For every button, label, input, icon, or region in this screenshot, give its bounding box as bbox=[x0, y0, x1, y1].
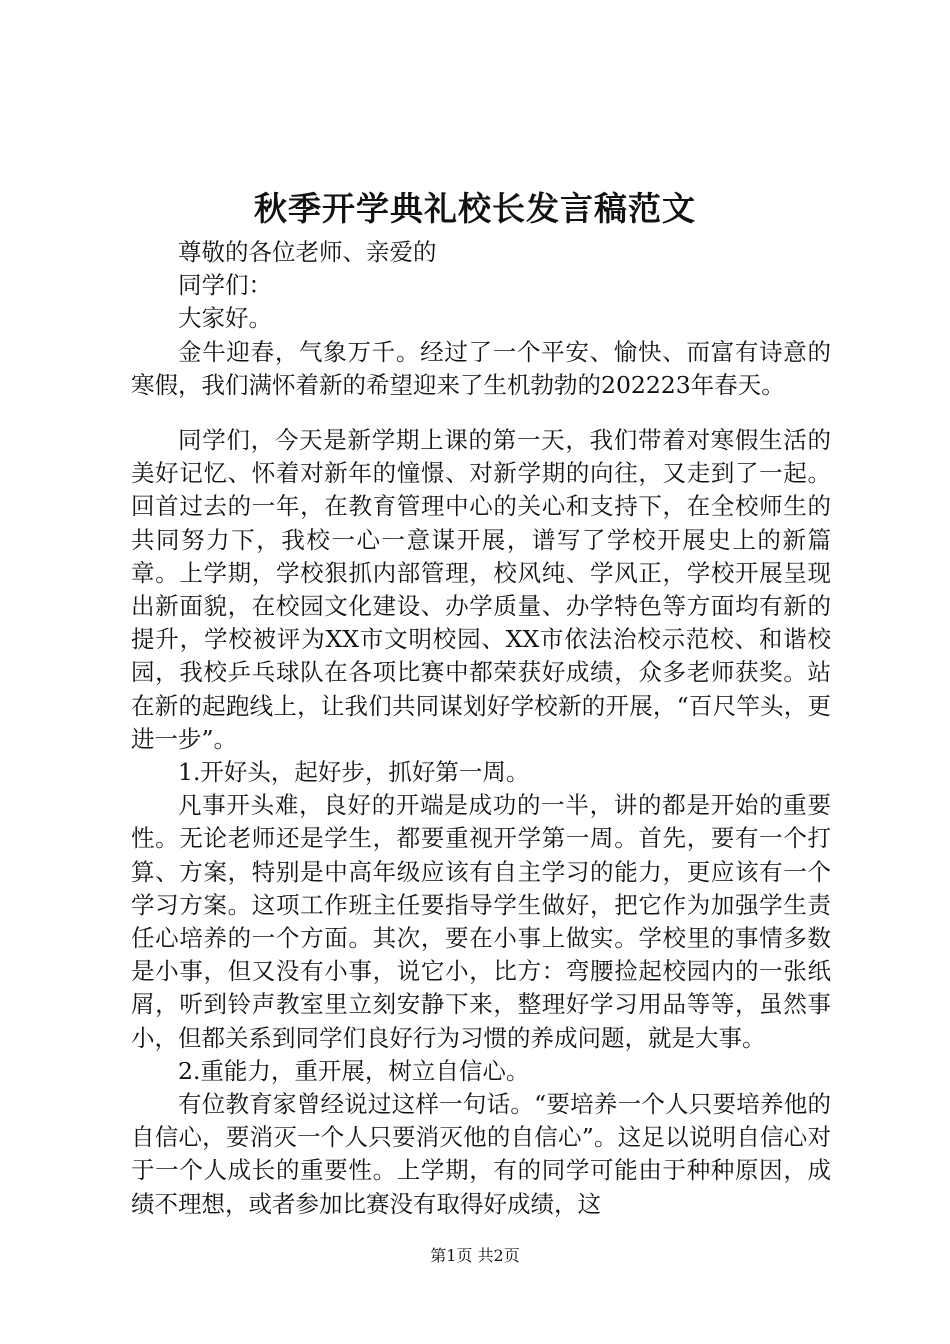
body-paragraph: 金牛迎春，气象万千。经过了一个平安、愉快、而富有诗意的寒假，我们满怀着新的希望迎来了生机勃勃的202223年春天。 bbox=[131, 337, 831, 399]
document-title: 秋季开学典礼校长发言稿范文 bbox=[254, 189, 696, 228]
page-number-footer: 第1页 共2页 bbox=[430, 1246, 520, 1265]
body-paragraph: 同学们，今天是新学期上课的第一天，我们带着对寒假生活的美好记忆、怀着对新年的憧憬、对新学期的向往，又走到了一起。回首过去的一年，在教育管理中心的关心和支持下，在全校师生的共同努力下，我校一心一意谋开展，谱写了学校开展史上的新篇章。上学期，学校狠抓内部管理，校风纯、学风正，学校开展呈现出新面貌，在校园文化建设、办学质量、办学特色等方面均有新的提升，学校被评为XX市文明校园、XX市依法治校示范校、和谐校园，我校乒乓球队在各项比赛中都荣获好成绩，众多老师获奖。站在新的起跑线上，让我们共同谋划好学校新的开展，“百尺竿头，更进一步”。 bbox=[131, 426, 831, 753]
document-body bbox=[131, 236, 831, 1221]
section-heading-2: 2.重能力，重开展，树立自信心。 bbox=[178, 1056, 530, 1085]
salutation-line-2: 同学们： bbox=[178, 271, 272, 300]
body-paragraph: 有位教育家曾经说过这样一句话。“要培养一个人只要培养他的自信心，要消灭一个人只要消灭他的自信心”。这足以说明自信心对于一个人成长的重要性。上学期，有的同学可能由于种种原因，成绩不理想，或者参加比赛没有取得好成绩，这 bbox=[131, 1090, 831, 1218]
greeting: 大家好。 bbox=[178, 304, 272, 333]
section-heading-1: 1.开好头，起好步，抓好第一周。 bbox=[178, 758, 530, 787]
salutation-line-1: 尊敬的各位老师、亲爱的 bbox=[178, 238, 437, 266]
body-paragraph: 凡事开头难，良好的开端是成功的一半，讲的都是开始的重要性。无论老师还是学生，都要重视开学第一周。首先，要有一个打算、方案，特别是中高年级应该有自主学习的能力，更应该有一个学习方案。这项工作班主任要指导学生做好，把它作为加强学生责任心培养的一个方面。其次，要在小事上做实。学校里的事情多数是小事，但又没有小事，说它小，比方：弯腰捡起校园内的一张纸屑，听到铃声教室里立刻安静下来，整理好学习用品等等，虽然事小，但都关系到同学们良好行为习惯的养成问题，就是大事。 bbox=[131, 791, 831, 1052]
